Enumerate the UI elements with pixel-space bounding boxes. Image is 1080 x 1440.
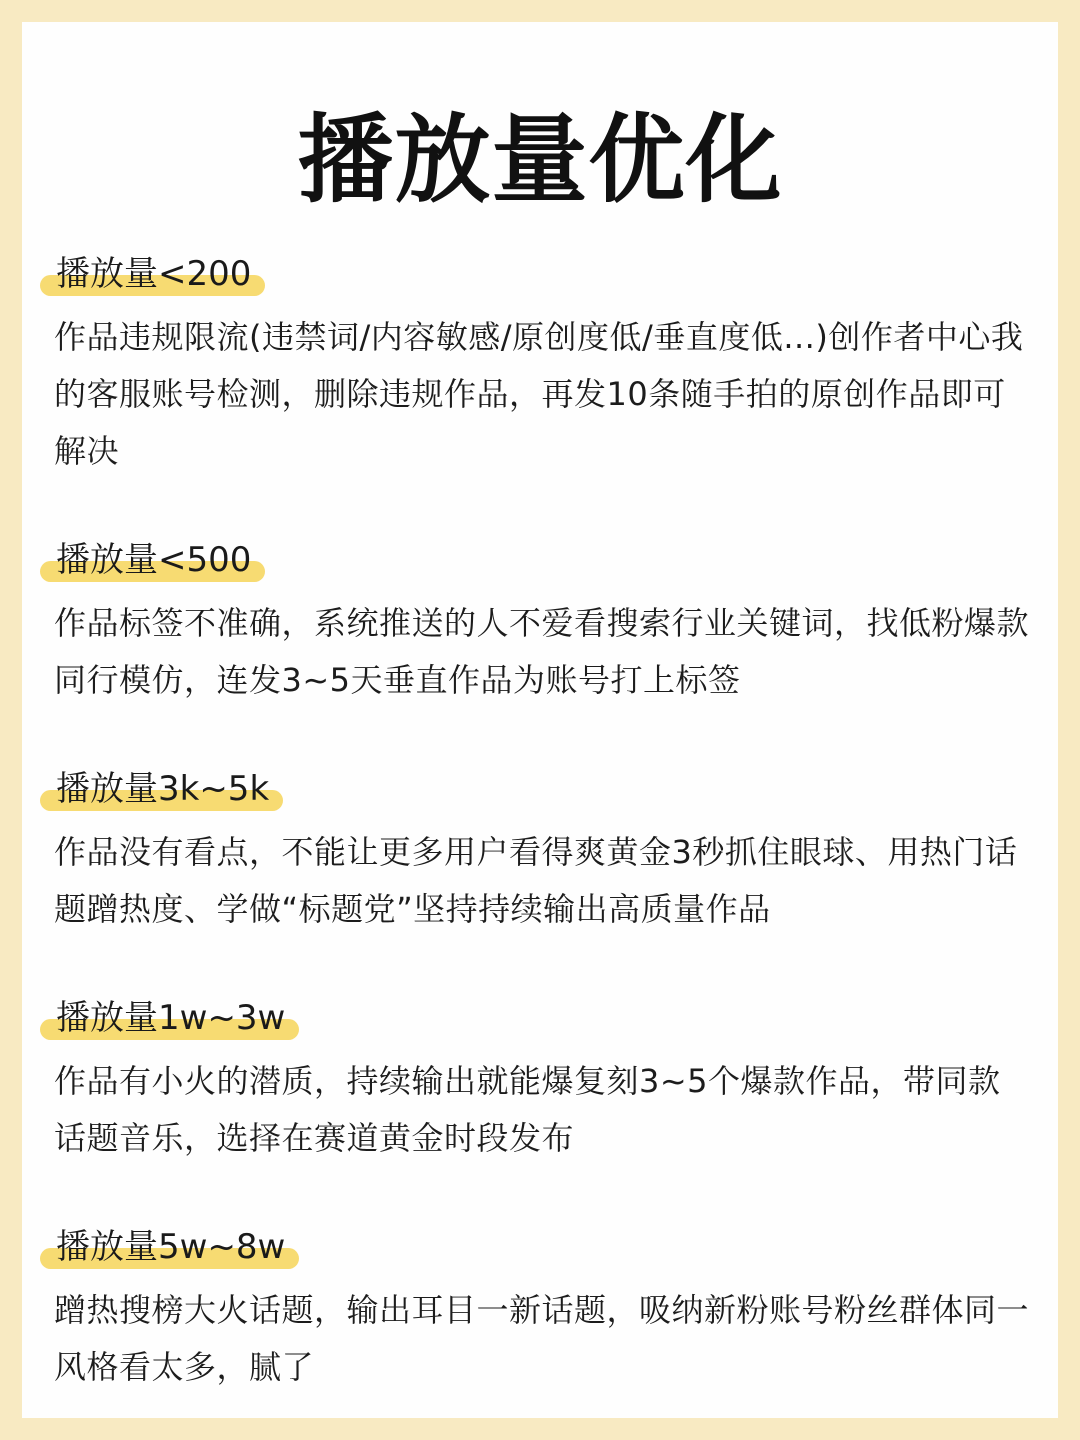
page-title: 播放量优化 bbox=[297, 104, 783, 216]
section-body: 作品有小火的潜质，持续输出就能爆复刻3~5个爆款作品，带同款话题音乐，选择在赛道黄金时段发布 bbox=[54, 1062, 1001, 1157]
section-heading-text: 播放量<200 bbox=[56, 254, 252, 294]
section-heading bbox=[54, 767, 269, 811]
content-card bbox=[22, 22, 1058, 1418]
section-heading-text: 播放量1w~3w bbox=[56, 998, 286, 1038]
section-heading bbox=[54, 538, 251, 582]
section-body: 作品标签不准确，系统推送的人不爱看搜索行业关键词，找低粉爆款同行模仿，连发3~5天垂直作品为账号打上标签 bbox=[54, 604, 1030, 699]
section-heading-text: 播放量3k~5k bbox=[56, 769, 270, 809]
section-5w-8w bbox=[54, 1225, 1029, 1396]
section-body: 蹭热搜榜大火话题，输出耳目一新话题，吸纳新粉账号粉丝群体同一风格看太多，腻了 bbox=[54, 1291, 1030, 1386]
section-heading-text: 播放量5w~8w bbox=[56, 1227, 286, 1267]
section-under-500 bbox=[54, 538, 1029, 709]
section-body: 作品没有看点，不能让更多用户看得爽黄金3秒抓住眼球、用热门话题蹭热度、学做“标题党”坚持持续输出高质量作品 bbox=[54, 833, 1018, 928]
section-heading bbox=[54, 996, 285, 1040]
section-heading-text: 播放量<500 bbox=[56, 540, 252, 580]
section-heading bbox=[54, 1225, 285, 1269]
section-heading bbox=[54, 252, 251, 296]
section-1w-3w bbox=[54, 996, 1029, 1167]
section-under-200 bbox=[54, 252, 1029, 480]
section-body: 作品违规限流(违禁词/内容敏感/原创度低/垂直度低...)创作者中心我的客服账号检测，删除违规作品，再发10条随手拍的原创作品即可解决 bbox=[54, 318, 1024, 470]
section-3k-5k bbox=[54, 767, 1029, 938]
